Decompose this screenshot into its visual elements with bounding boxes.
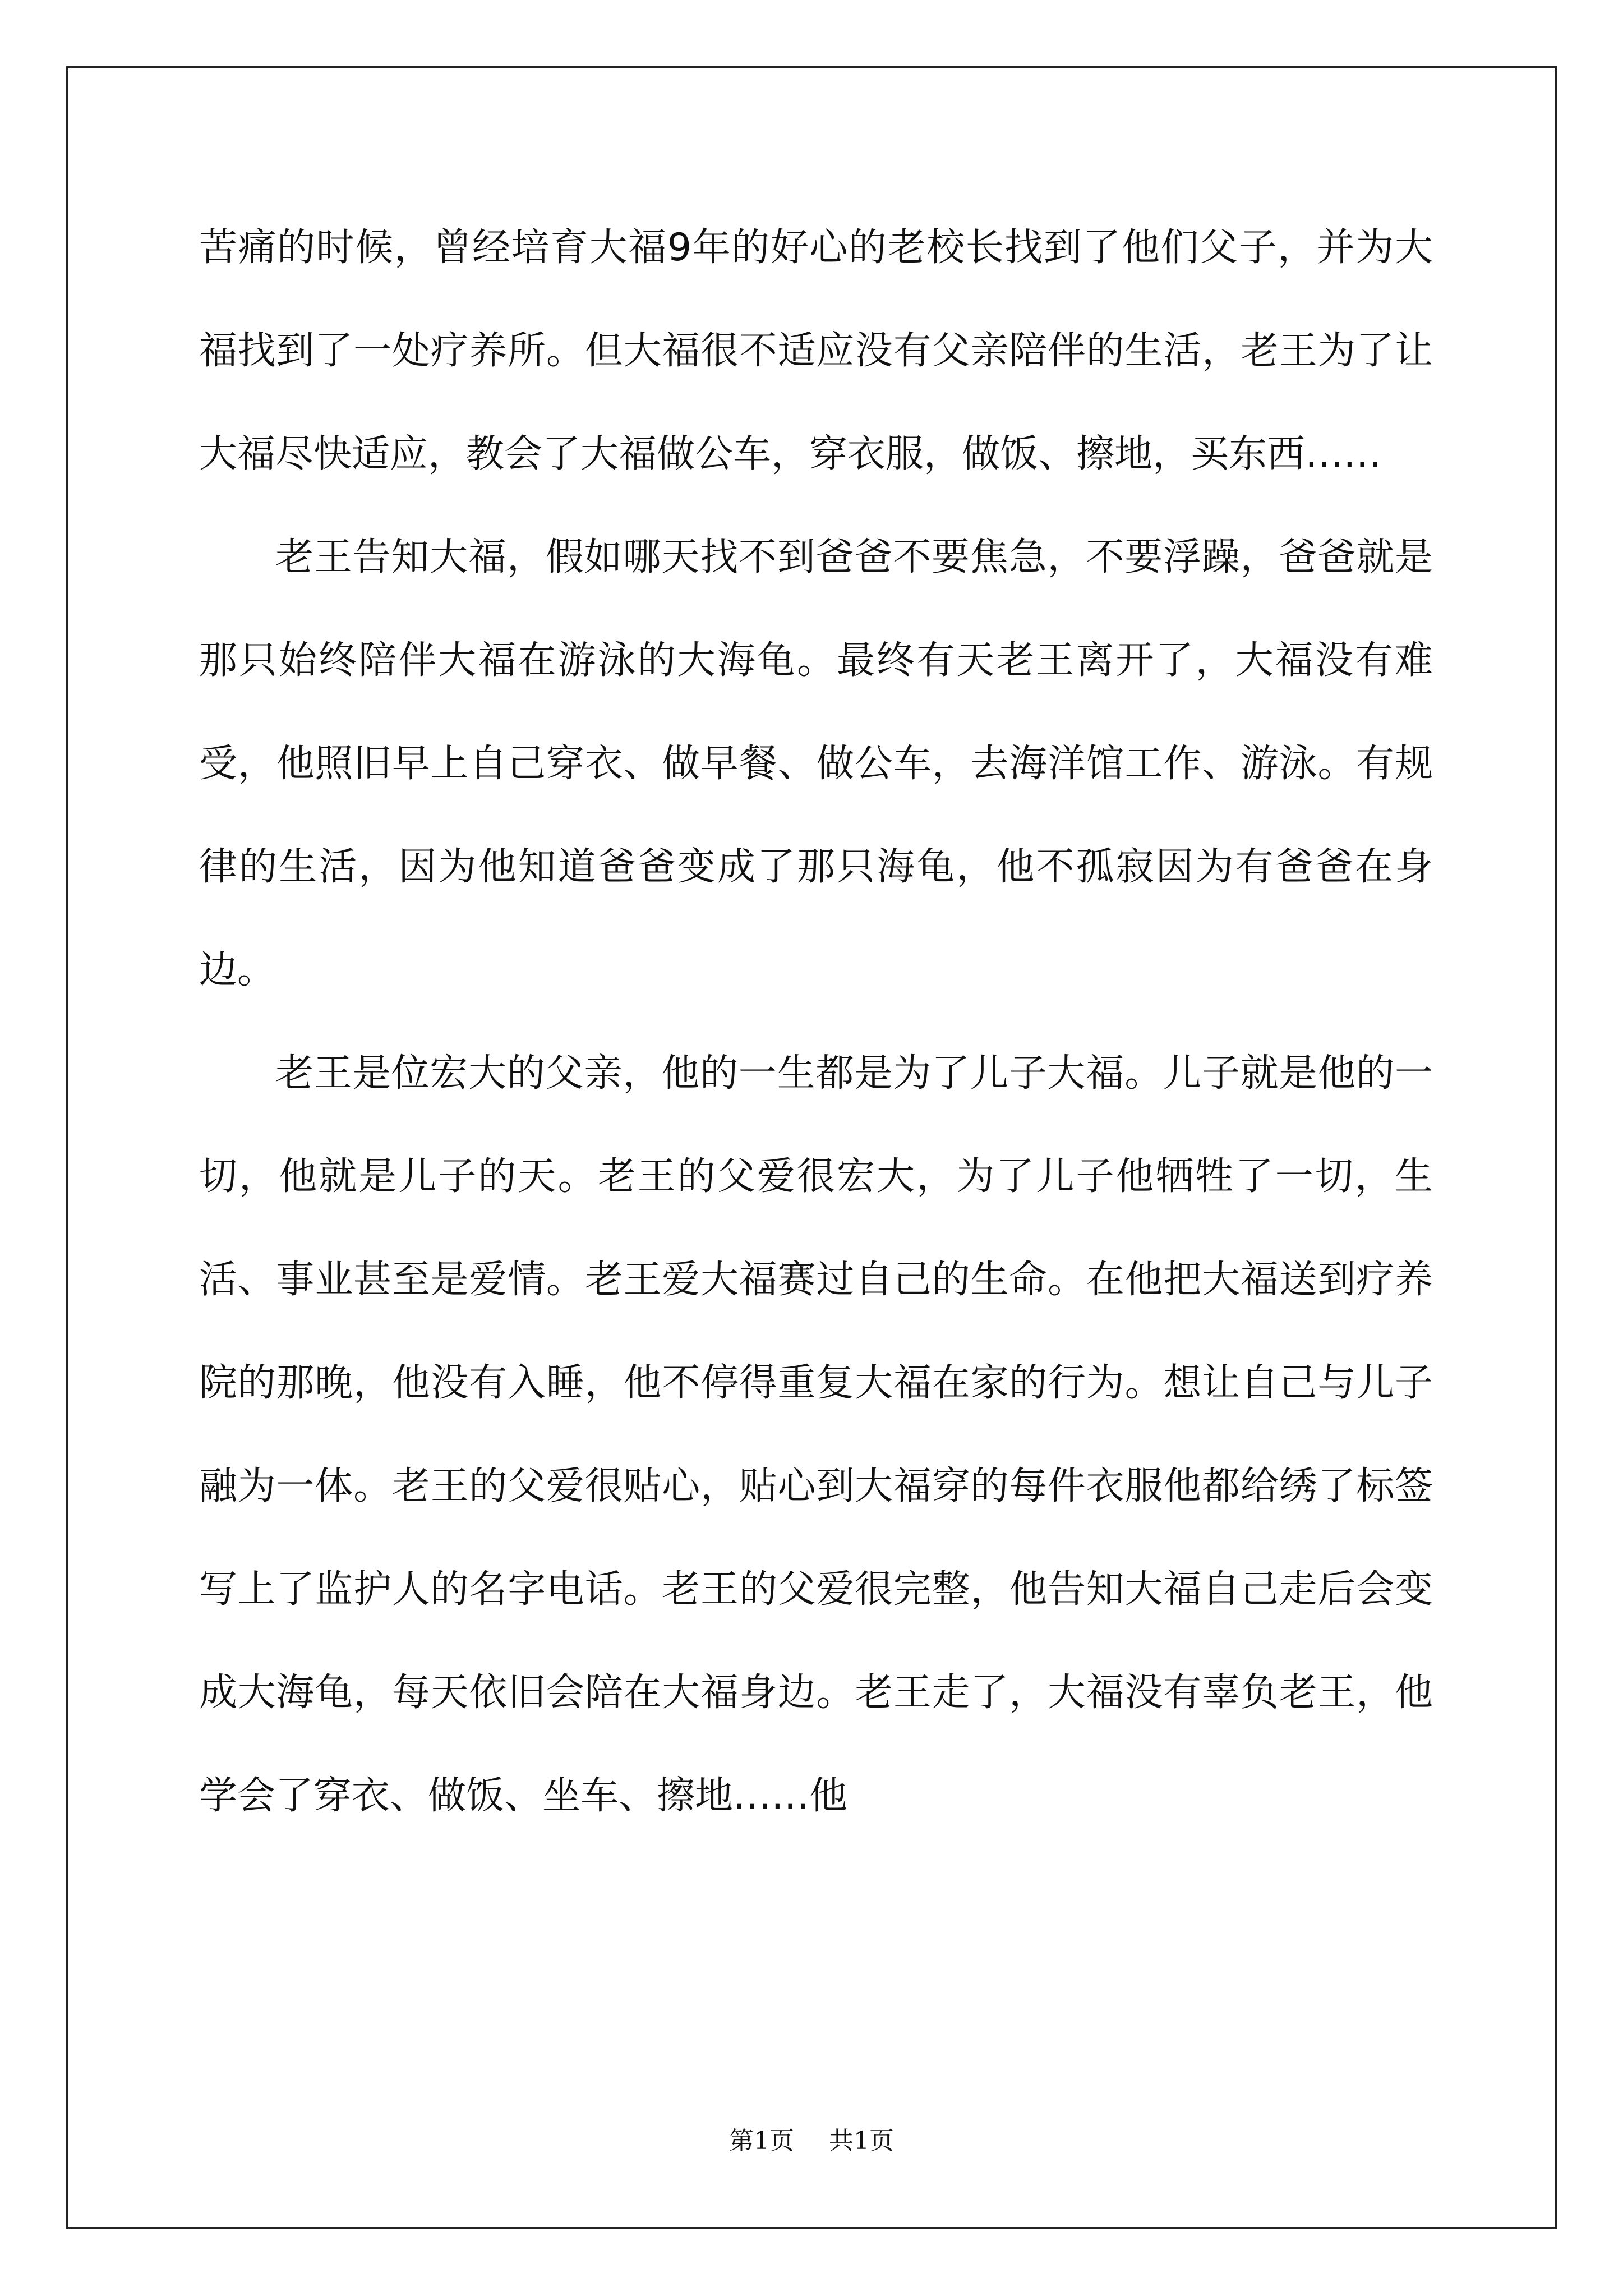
- page-footer: [0, 2120, 1623, 2156]
- page-number: 第1页: [729, 2127, 794, 2155]
- page-total: 共1页: [829, 2127, 894, 2155]
- paragraph-3: 老王是位宏大的父亲，他的一生都是为了儿子大福。儿子就是他的一切，他就是儿子的天。老王的父爱很宏大，为了儿子他牺牲了一切，生活、事业甚至是爱情。老王爱大福赛过自己的生命。在他把大福送到疗养院的那晚，他没有入睡，他不停得重复大福在家的行为。想让自己与儿子融为一体。老王的父爱很贴心，贴心到大福穿的每件衣服他都给绣了标签写上了监护人的名字电话。老王的父爱很完整，他告知大福自己走后会变成大海龟，每天依旧会陪在大福身边。老王走了，大福没有辜负老王，他学会了穿衣、做饭、坐车、擦地……他: [199, 1051, 1433, 1818]
- paragraph-2: 老王告知大福，假如哪天找不到爸爸不要焦急，不要浮躁，爸爸就是那只始终陪伴大福在游泳的大海龟。最终有天老王离开了，大福没有难受，他照旧早上自己穿衣、做早餐、做公车，去海洋馆工作、游泳。有规律的生活，因为他知道爸爸变成了那只海龟，他不孤寂因为有爸爸在身边。: [199, 535, 1433, 992]
- paragraph-1: 苦痛的时候，曾经培育大福9年的好心的老校长找到了他们父子，并为大福找到了一处疗养所。但大福很不适应没有父亲陪伴的生活，老王为了让大福尽快适应，教会了大福做公车，穿衣服，做饭、擦地，买东西……: [199, 226, 1433, 476]
- document-body: [199, 196, 1433, 1848]
